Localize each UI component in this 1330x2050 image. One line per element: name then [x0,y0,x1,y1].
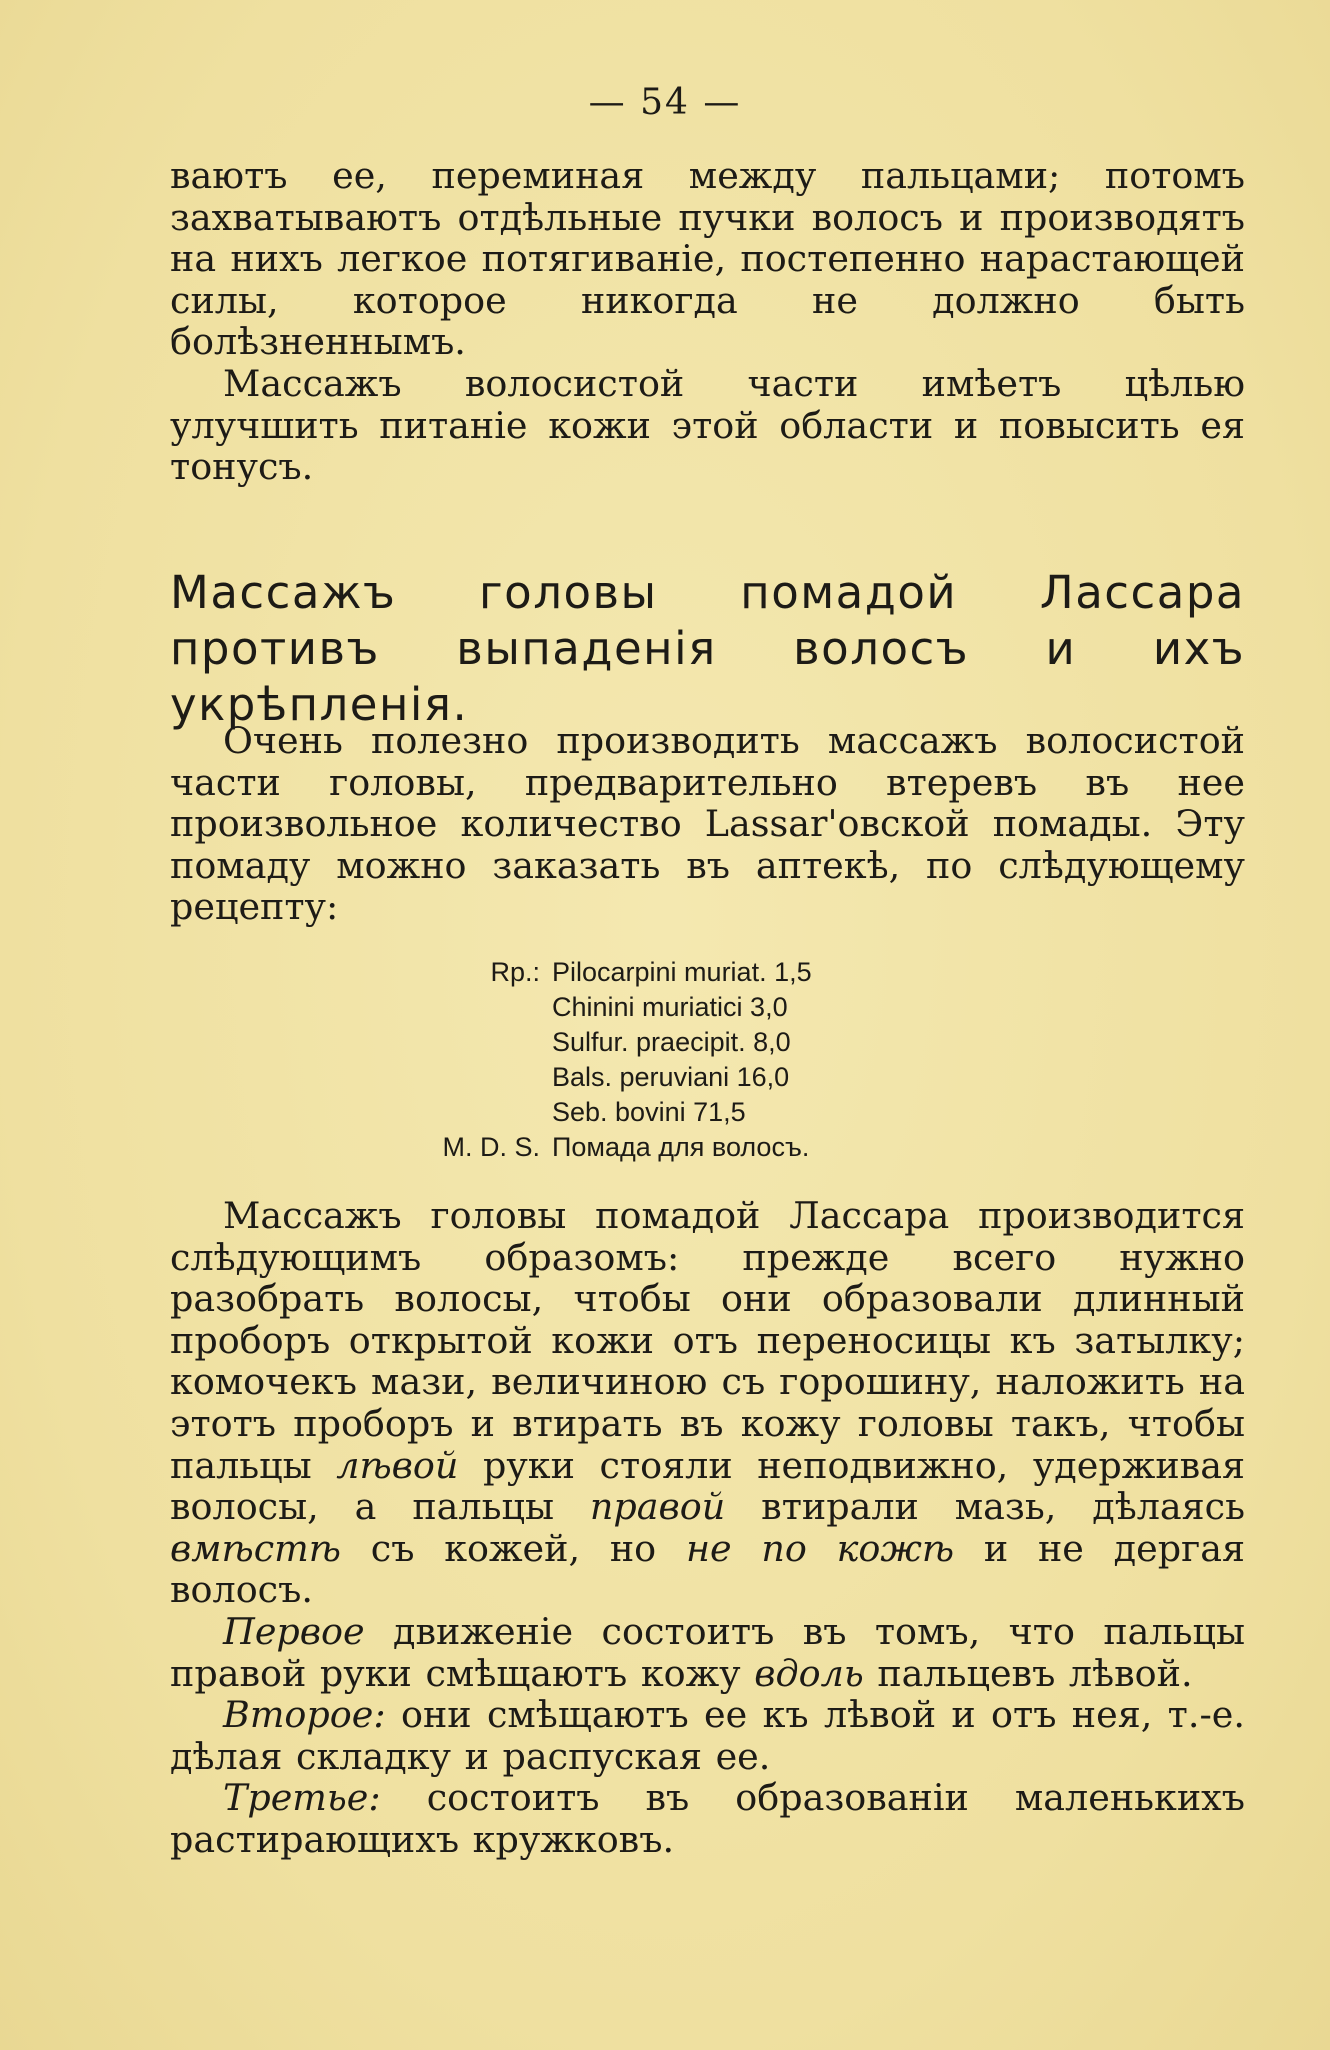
recipe-row [360,955,812,990]
body-section [170,1195,1245,1861]
emphasis-third: Третье: [223,1776,381,1820]
recipe-row [360,1060,812,1095]
emphasis-first: Первое [223,1609,365,1653]
recipe-rp-label: Rp.: [490,957,540,987]
recipe-item: Pilocarpini muriat. 1,5 [552,957,812,987]
section-heading-block [170,565,1245,733]
paragraph-intro: Очень полезно производить массажъ волосистой части головы, предварительно втеревъ въ нее произвольное количество Lassar'овской помады. Эту помаду можно заказать въ аптекѣ, по слѣдующему рецепту: [170,719,1245,929]
recipe-item: Chinini muriatici 3,0 [552,992,788,1022]
paragraph-second-movement: Второе: они смѣщаютъ ее къ лѣвой и отъ нея, т.-е. дѣлая складку и распуская ее. [170,1693,1245,1778]
paragraph-third-movement: Третье: состоитъ въ образованiи маленькихъ растирающихъ кружковъ. [170,1776,1245,1861]
emphasis-right: правой [589,1485,726,1529]
recipe-item: Seb. bovini 71,5 [552,1097,746,1127]
emphasis-together: вмѣстѣ [170,1526,341,1570]
intro-section [170,720,1245,928]
paragraph-massage-method: Массажъ головы помадой Лассара производится слѣдующимъ образомъ: прежде всего нужно разобрать волосы, чтобы они образовали длинный проборъ открытой кожи отъ переносицы къ затылку; комочекъ мази, величиною съ горошину, наложить на этотъ проборъ и втирать въ кожу головы такъ, чтобы пальцы лѣвой руки стояли неподвижно, удерживая волосы, а пальцы правой втирали мазь, дѣлаясь вмѣстѣ съ кожей, но не по кожѣ и не дергая волосъ. [170,1194,1245,1612]
paragraph-continued: ваютъ ее, переминая между пальцами; потомъ захватываютъ отдѣльные пучки волосъ и производятъ на нихъ легкое потягиванiе, постепенно нарастающей силы, которое никогда не должно быть болѣзненнымъ. [170,154,1245,364]
recipe-mds-label: M. D. S. [442,1132,540,1162]
emphasis-not-on-skin: не по кожѣ [685,1526,955,1570]
recipe-block [360,955,812,1165]
recipe-row [360,1095,812,1130]
recipe-row [360,1130,812,1165]
recipe-row [360,990,812,1025]
top-section [170,155,1245,488]
recipe-item: Bals. peruviani 16,0 [552,1062,790,1092]
recipe-signature: Помада для волосъ. [552,1132,810,1162]
emphasis-left: лѣвой [336,1443,459,1487]
paragraph-first-movement: Первое движенiе состоитъ въ томъ, что пальцы правой руки смѣщаютъ кожу вдоль пальцевъ лѣвой. [170,1609,1245,1695]
emphasis-along: вдоль [754,1651,864,1695]
recipe-row [360,1025,812,1060]
recipe-item: Sulfur. praecipit. 8,0 [552,1027,791,1057]
emphasis-second: Второе: [223,1693,386,1737]
section-heading: Массажъ головы помадой Лассара противъ выпаденiя волосъ и ихъ укрѣпленiя. [170,566,1245,731]
page-number: — 54 — [588,82,742,123]
paragraph-massage-purpose: Массажъ волосистой части имѣетъ цѣлью улучшить питанiе кожи этой области и повысить ея тонусъ. [170,361,1245,489]
